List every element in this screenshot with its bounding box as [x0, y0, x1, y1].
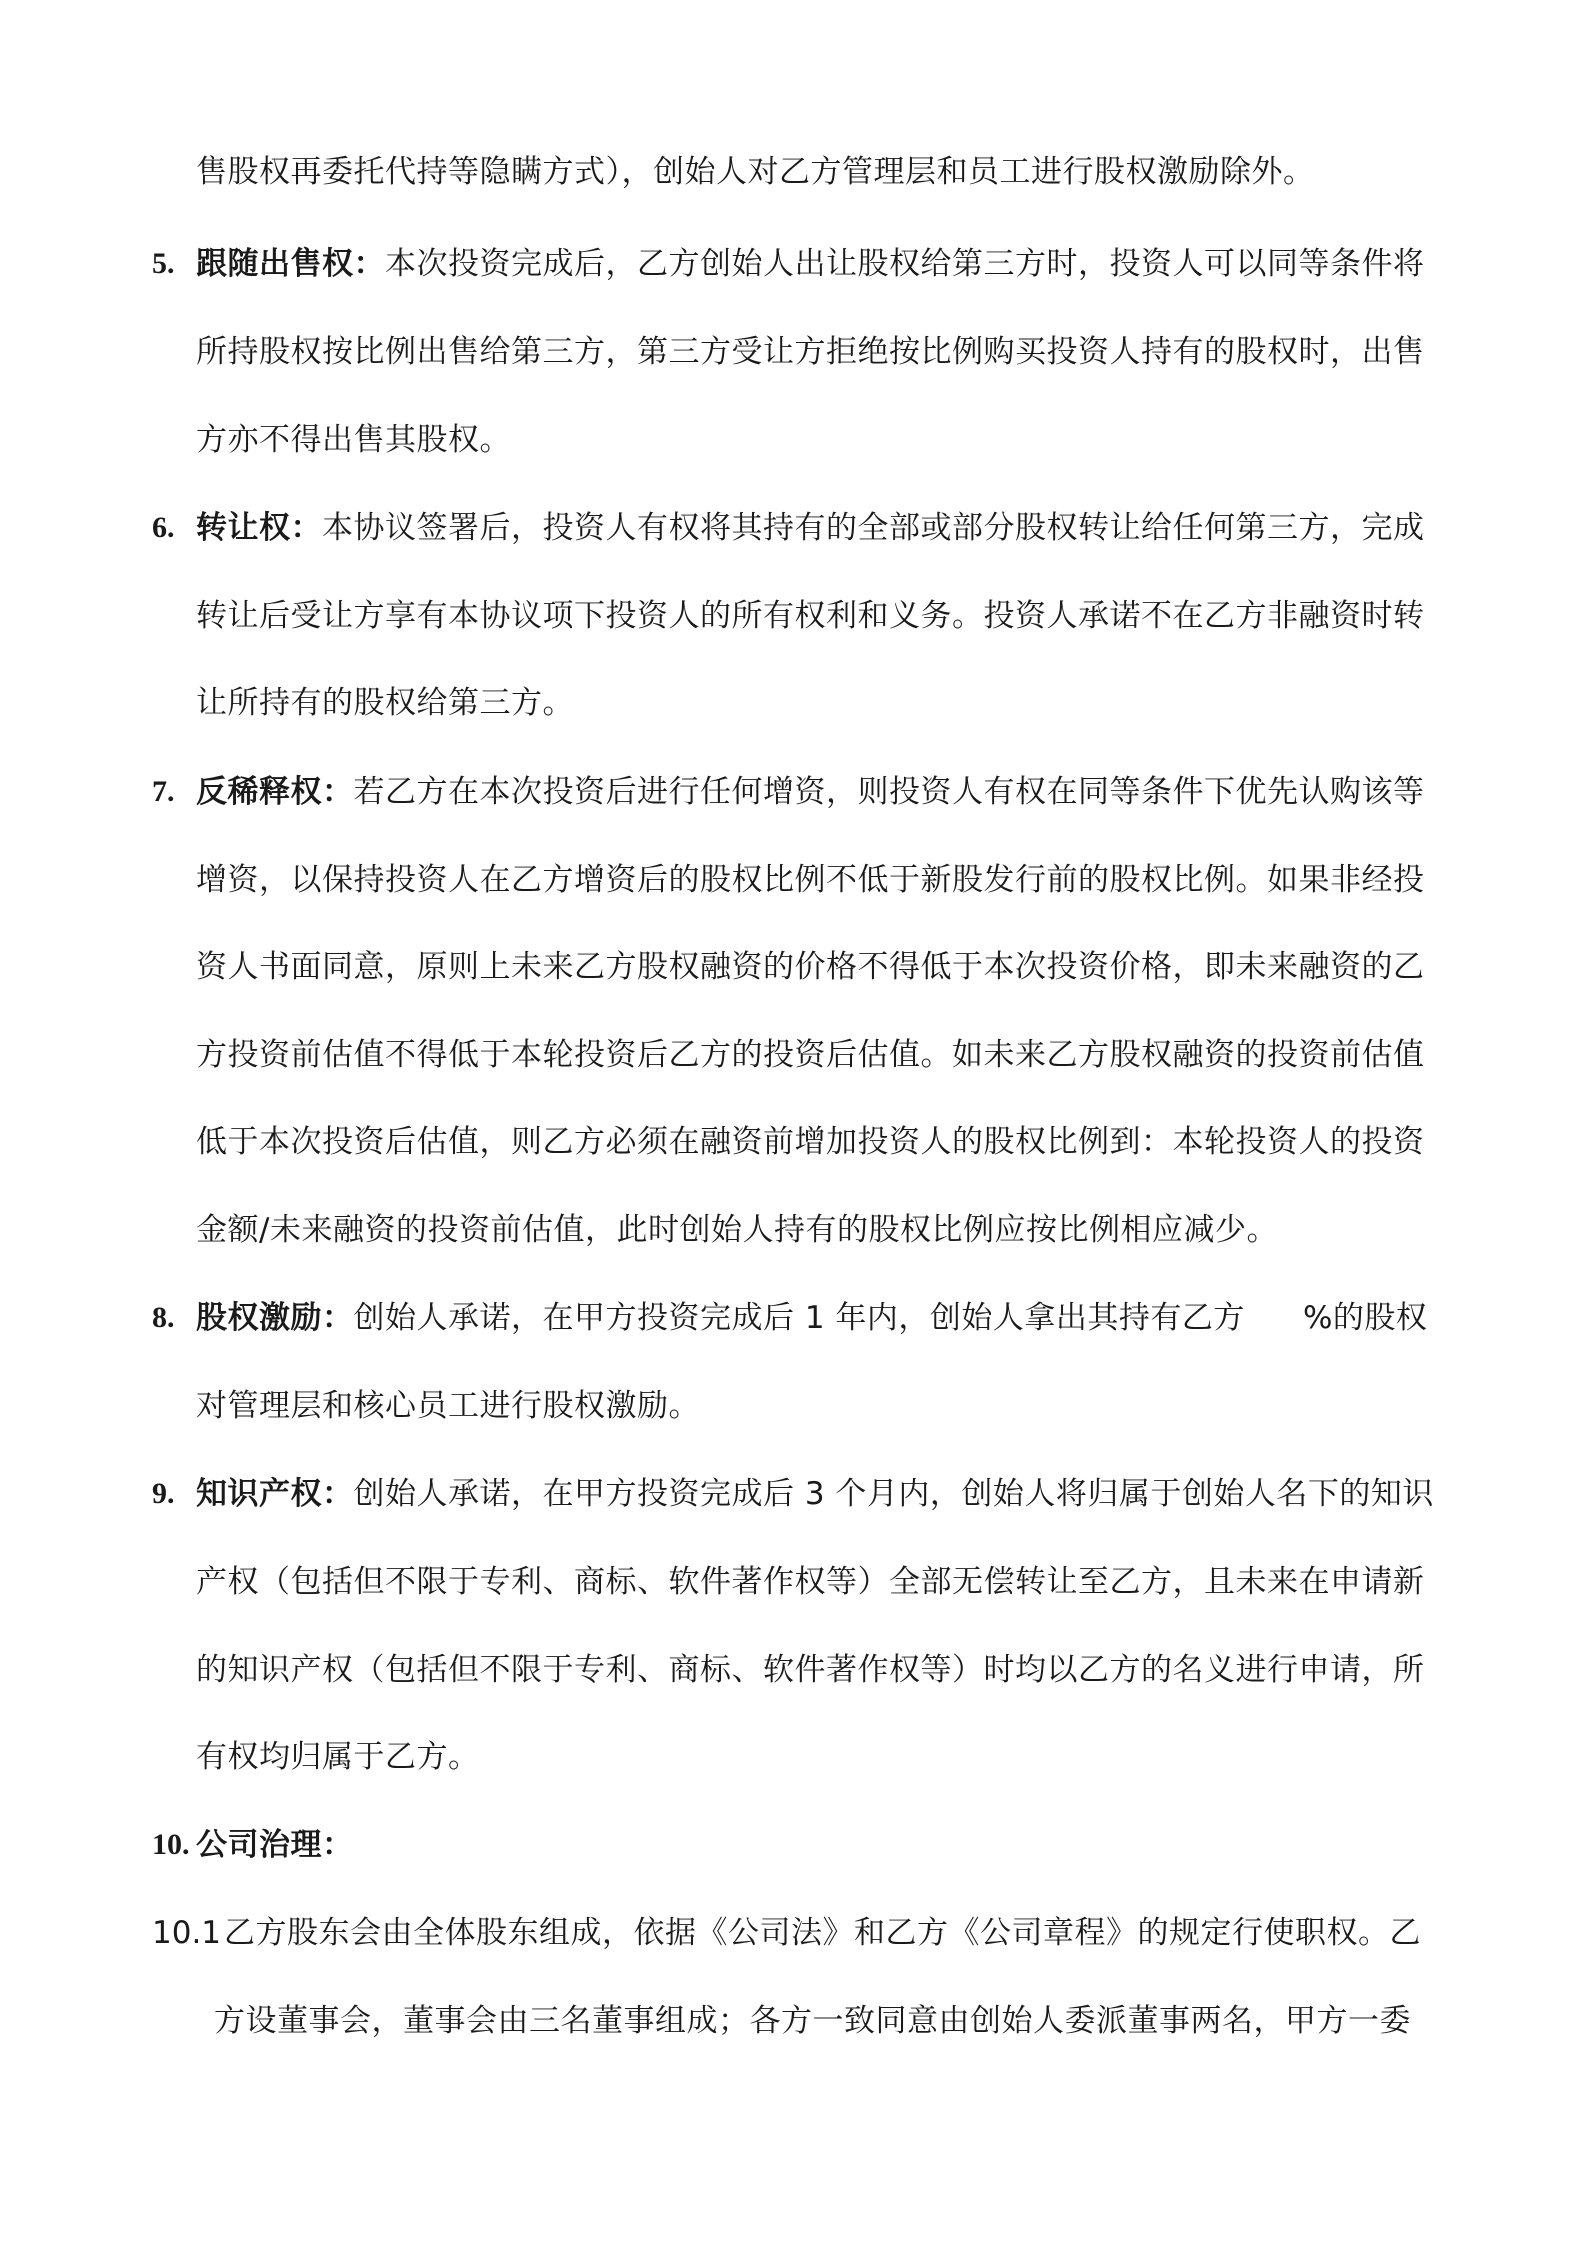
- item-8-line-2: 对管理层和核心员工进行股权激励。: [196, 1388, 700, 1424]
- item-7-line-2: 增资，以保持投资人在乙方增资后的股权比例不低于新股发行前的股权比例。如果非经投: [196, 862, 1425, 898]
- item-6-title: 转让权：: [196, 510, 322, 546]
- continuation-text: 售股权再委托代持等隐瞒方式），创始人对乙方管理层和员工进行股权激励除外。: [196, 154, 1315, 190]
- item-6-text-1: 本协议签署后，投资人有权将其持有的全部或部分股权转让给任何第三方，完成: [322, 510, 1425, 546]
- item-9-line-1: [196, 1474, 1434, 1514]
- item-5-number: 5.: [152, 247, 175, 280]
- item-7-line-3: 资人书面同意，原则上未来乙方股权融资的价格不得低于本次投资价格，即未来融资的乙: [196, 949, 1425, 985]
- item-9-number: 9.: [152, 1477, 175, 1510]
- item-5-text-1: 本次投资完成后，乙方创始人出让股权给第三方时，投资人可以同等条件将: [385, 246, 1425, 282]
- item-5-title: 跟随出售权：: [196, 246, 385, 282]
- item-7-line-6: 金额/未来融资的投资前估值，此时创始人持有的股权比例应按比例相应减少。: [196, 1212, 1278, 1248]
- sub-item-10-1-line-1: 乙方股东会由全体股东组成，依据《公司法》和乙方《公司章程》的规定行使职权。乙: [224, 1915, 1421, 1951]
- item-5-line-2: 所持股权按比例出售给第三方，第三方受让方拒绝按比例购买投资人持有的股权时，出售: [196, 334, 1425, 370]
- item-10-title: 公司治理：: [196, 1827, 354, 1863]
- item-6-number: 6.: [152, 511, 175, 544]
- item-9-line-4: 有权均归属于乙方。: [196, 1739, 480, 1775]
- item-9-line-3: 的知识产权（包括但不限于专利、商标、软件著作权等）时均以乙方的名义进行申请，所: [196, 1652, 1425, 1688]
- sub-item-10-1-number: 10.1: [152, 1915, 222, 1951]
- item-8-number: 8.: [152, 1301, 175, 1334]
- item-6-line-2: 转让后受让方享有本协议项下投资人的所有权利和义务。投资人承诺不在乙方非融资时转: [196, 598, 1425, 634]
- item-10-number: 10.: [152, 1828, 190, 1861]
- item-8-text-1a: 创始人承诺，在甲方投资完成后 1 年内，创始人拿出其持有乙方: [353, 1300, 1245, 1336]
- item-7-title: 反稀释权：: [196, 774, 354, 810]
- item-6-line-3: 让所持有的股权给第三方。: [196, 685, 574, 721]
- item-7-line-5: 低于本次投资后估值，则乙方必须在融资前增加投资人的股权比例到：本轮投资人的投资: [196, 1124, 1425, 1160]
- item-7-text-1: 若乙方在本次投资后进行任何增资，则投资人有权在同等条件下优先认购该等: [353, 774, 1425, 810]
- item-5-line-1: [196, 244, 1425, 284]
- item-5-line-3: 方亦不得出售其股权。: [196, 422, 511, 458]
- item-8-title: 股权激励：: [196, 1300, 354, 1336]
- sub-item-10-1-line-2: 方设董事会，董事会由三名董事组成；各方一致同意由创始人委派董事两名，甲方一委: [214, 2003, 1411, 2039]
- item-9-title: 知识产权：: [196, 1476, 354, 1512]
- item-8-text-1b: %的股权: [1302, 1300, 1428, 1336]
- item-8-line-1: [196, 1298, 1427, 1338]
- item-9-text-1: 创始人承诺，在甲方投资完成后 3 个月内，创始人将归属于创始人名下的知识: [353, 1476, 1434, 1512]
- item-7-line-4: 方投资前估值不得低于本轮投资后乙方的投资后估值。如未来乙方股权融资的投资前估值: [196, 1037, 1425, 1073]
- item-6-line-1: [196, 508, 1425, 548]
- item-7-number: 7.: [152, 775, 175, 808]
- item-9-line-2: 产权（包括但不限于专利、商标、软件著作权等）全部无偿转让至乙方，且未来在申请新: [196, 1564, 1425, 1600]
- item-7-line-1: [196, 772, 1425, 812]
- paragraph-continuation: [196, 152, 1315, 192]
